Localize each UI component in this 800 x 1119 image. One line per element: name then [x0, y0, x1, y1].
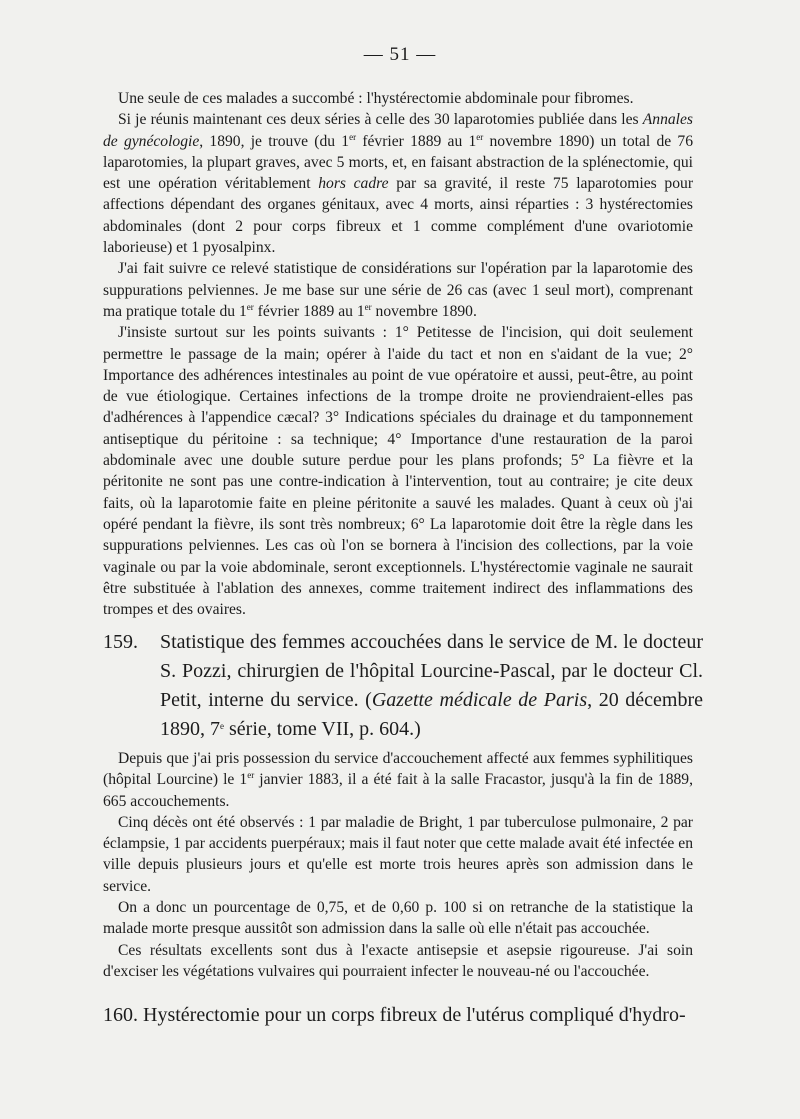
section-number: 159.: [103, 631, 138, 653]
paragraph: Ces résultats excellents sont dus à l'exacte antisepsie et asepsie rigoureuse. J'ai soin d'exciser les végétations vulvaires qui pourraient infecter le nouveau-né ou l'accouchée.: [103, 941, 693, 980]
paragraph: Depuis que j'ai pris possession du service d'accouchement affecté aux femmes syphilitiques (hôpital Lourcine) le 1er janvier 1883, il a été fait à la salle Fracastor, jusqu'à la fin de 1889, 665 accouchements.: [103, 750, 693, 810]
section-160-heading: [103, 1001, 703, 1030]
section-title: Hystérectomie pour un corps fibreux de l'utérus compliqué d'hydro-: [143, 1004, 686, 1026]
paragraph: Si je réunis maintenant ces deux séries à celle des 30 laparotomies publiée dans les Annales de gynécologie, 1890, je trouve (du 1er février 1889 au 1er novembre 1890) un total de 76 laparotomies, la plupart graves, avec 5 morts, et, en faisant abstraction de la splénectomie, qui est une opération véritablement hors cadre par sa gravité, il reste 75 laparotomies pour affections dépendant des organes génitaux, avec 4 morts, ainsi réparties : 3 hystérectomies abdominales (dont 2 pour corps fibreux et 1 comme complément d'une ovariotomie laborieuse) et 1 pyosalpinx.: [103, 111, 694, 257]
paragraph: J'insiste surtout sur les points suivants : 1° Petitesse de l'incision, qui doit seulement permettre le passage de la main; opérer à l'aide du tact et non en s'aidant de la vue; 2° Importance des adhérences intestinales au point de vue opératoire et aussi, peut-être, au point de vue étiologique. Certaines infections de la trompe droite ne proviendraient-elles pas d'adhérences à l'appendice cæcal? 3° Indications spéciales du drainage et du tamponnement antiseptique du péritoine : sa technique; 4° Importance d'une restauration de la paroi abdominale avec une double suture perdue pour les plans profonds; 5° La fièvre et la péritonite ne sont pas une contre-indication à l'intervention, tout au contraire; je cite deux faits, où la laparotomie faite en pleine péritonite a sauvé les malades. Quant à ceux où j'ai opéré pendant la fièvre, ils sont très nombreux; 6° La laparotomie doit être la règle dans les suppurations pelviennes. Les cas où l'on se bornera à l'incision des collections, par la voie vaginale ou par la voie abdominale, seront exceptionnels. L'hystérectomie vaginale ne saurait être substituée à l'ablation des annexes, comme traitement indirect des inflammations des trompes et des ovaires.: [103, 324, 693, 619]
page-number: — 51 —: [363, 44, 437, 65]
paragraph-block-1: [103, 88, 693, 620]
paragraph-block-2: [103, 748, 693, 982]
section-159-heading: [103, 628, 703, 744]
paragraph: On a donc un pourcentage de 0,75, et de 0,60 p. 100 si on retranche de la statistique la malade morte presque aussitôt son admission dans la salle où elle n'était pas accouchée.: [103, 899, 693, 938]
paragraph: Une seule de ces malades a succombé : l'hystérectomie abdominale pour fibromes.: [118, 90, 634, 107]
section-title: Statistique des femmes accouchées dans le service de M. le docteur S. Pozzi, chirurgien de l'hôpital Lourcine-Pascal, par le docteur Cl. Petit, interne du service. (Gazette médicale de Paris, 20 décembre 1890, 7e série, tome VII, p. 604.): [160, 631, 704, 740]
paragraph: Cinq décès ont été observés : 1 par maladie de Bright, 1 par tuberculose pulmonaire, 2 par éclampsie, 1 par accidents puerpéraux; mais il faut noter que cette malade avait été infectée en ville depuis plusieurs jours et qu'elle est morte trois heures après son admission dans le service.: [103, 813, 693, 895]
section-number: 160.: [103, 1004, 138, 1026]
paragraph: J'ai fait suivre ce relevé statistique de considérations sur l'opération par la laparotomie des suppurations pelviennes. Je me base sur une série de 26 cas (avec 1 seul mort), comprenant ma pratique totale du 1er février 1889 au 1er novembre 1890.: [103, 260, 693, 320]
